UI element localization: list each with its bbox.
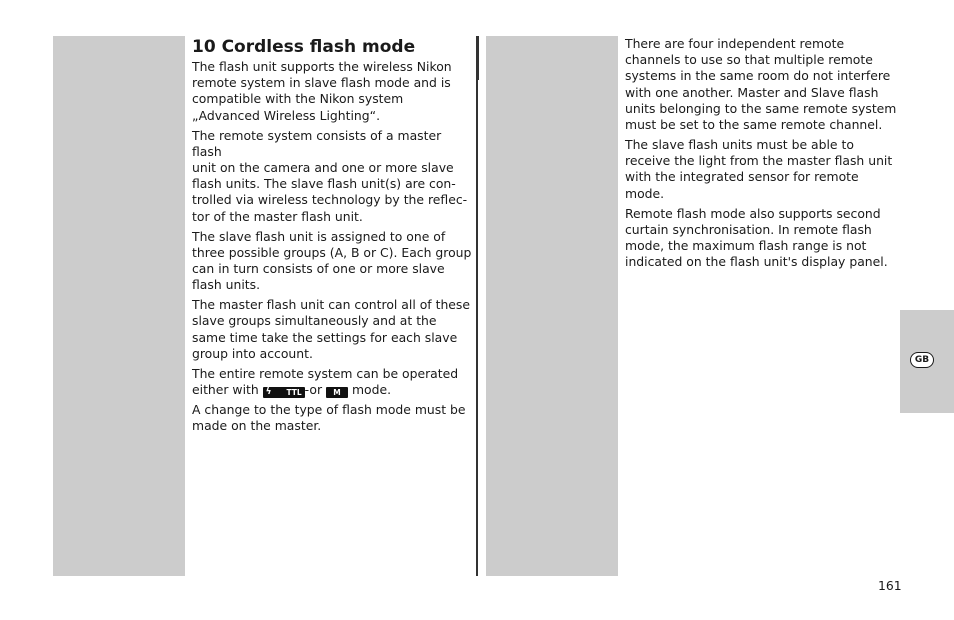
- text-line: The remote system consists of a master flash: [192, 127, 442, 159]
- text-line: flash units. The slave flash unit(s) are con-: [192, 176, 456, 192]
- middle-margin-panel: [486, 36, 618, 576]
- text-line: trolled via wireless technology by the reflec-: [192, 192, 468, 208]
- text-line: tor of the master flash unit.: [192, 208, 363, 224]
- paragraph-intro: The flash unit supports the wireless Nikon remote system in slave flash mode and is compatible with the Nikon system „Advanced Wireless Lighting“.: [192, 59, 452, 123]
- flash-bolt-icon: ϟ: [265, 387, 272, 398]
- text-line: unit on the camera and one or more slave: [192, 160, 454, 176]
- right-text-column: [625, 36, 901, 274]
- paragraph-synchronisation: Remote flash mode also supports second curtain synchronisation. In remote flash mode, the maximum flash range is not indicated on the flash unit's display panel.: [625, 205, 888, 270]
- paragraph-remote-system: [192, 128, 472, 225]
- paragraph-groups: The slave flash unit is assigned to one of three possible groups (A, B or C). Each group can in turn consists of one or more slave flash units.: [192, 228, 472, 293]
- language-badge: GB: [910, 352, 934, 368]
- manual-mode-icon: M: [326, 387, 348, 398]
- column-divider-mark: [476, 36, 479, 80]
- paragraph-master-control: The master flash unit can control all of these slave groups simultaneously and at the same time take the settings for each slave group into account.: [192, 297, 471, 361]
- paragraph-channels: There are four independent remote channels to use so that multiple remote systems in the same room do not interfere with one another. Master and Slave flash units belonging to the same remote system must be set to the same remote channel.: [625, 36, 897, 133]
- paragraph-change-mode: A change to the type of flash mode must be made on the master.: [192, 402, 466, 434]
- left-text-column: [192, 36, 472, 438]
- column-divider: [476, 36, 478, 576]
- left-margin-panel: [53, 36, 185, 576]
- page-number: 161: [878, 578, 902, 593]
- ttl-mode-icon: ϟ TTL: [263, 387, 305, 398]
- section-heading: 10 Cordless flash mode: [192, 37, 416, 57]
- paragraph-modes: The entire remote system can be operated either with ϟ TTL -or M mode.: [192, 365, 459, 398]
- paragraph-sensor: The slave flash units must be able to receive the light from the master flash unit with the integrated sensor for remote mode.: [625, 137, 893, 201]
